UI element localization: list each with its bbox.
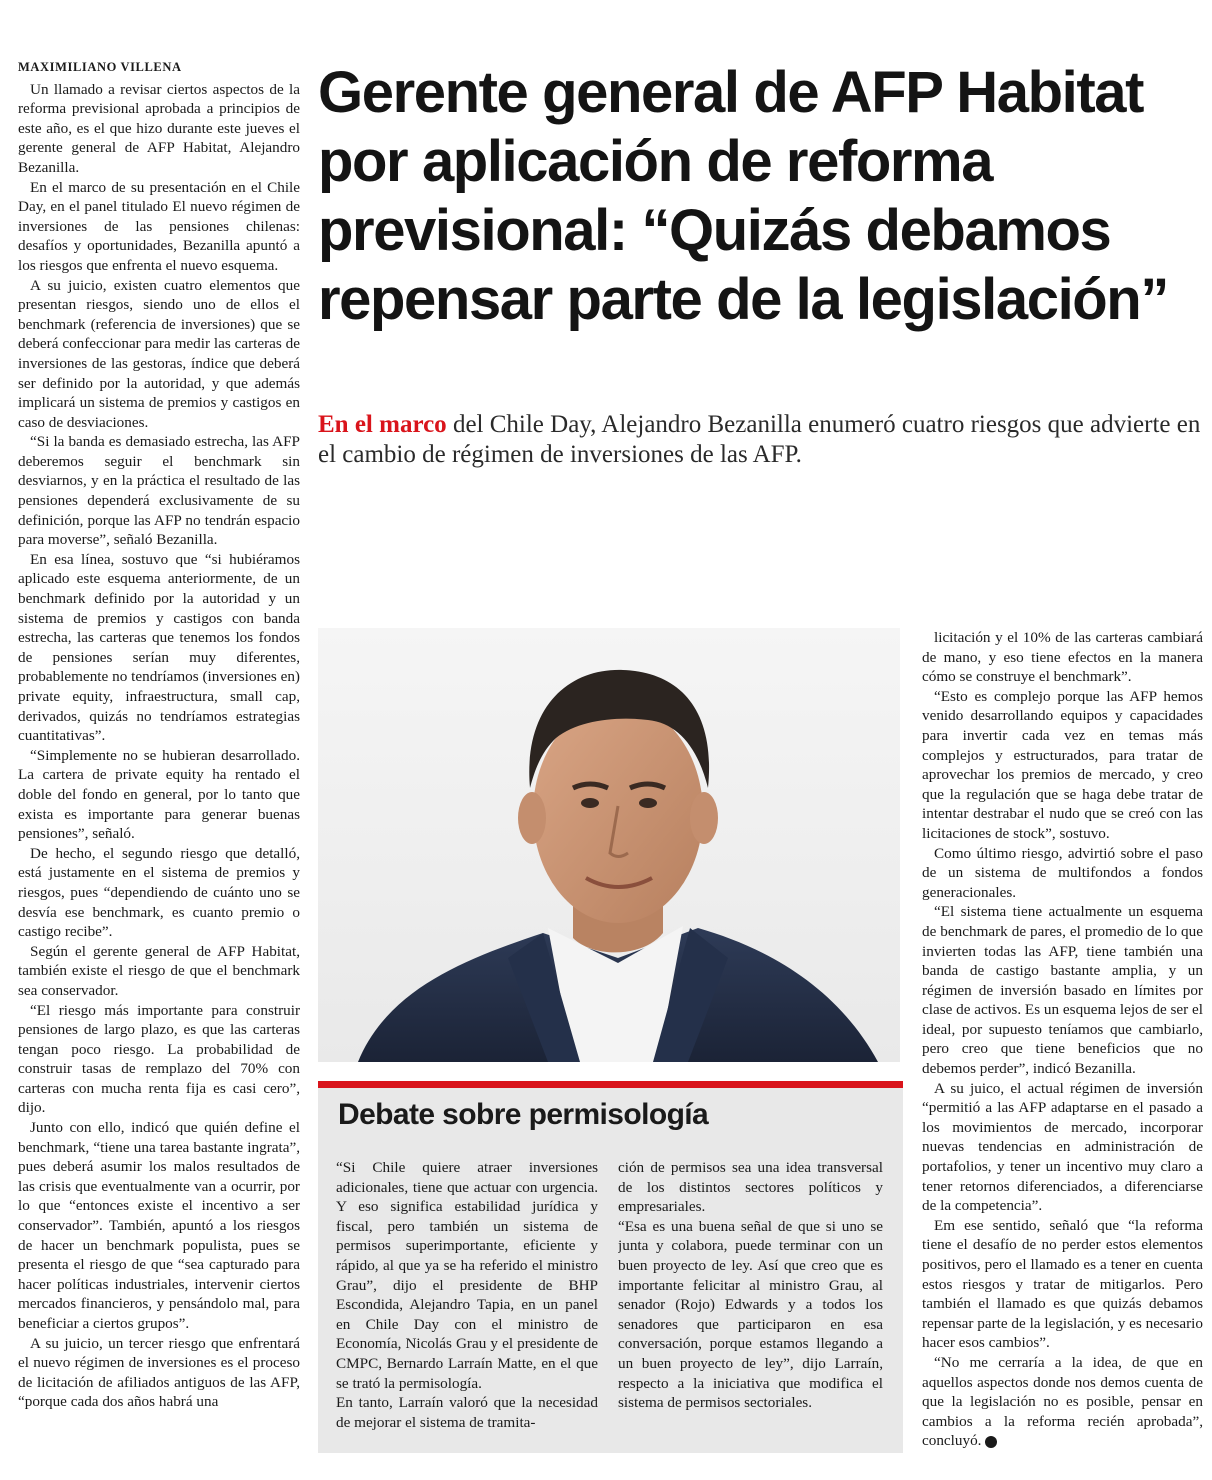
sidebar-accent-bar (318, 1081, 903, 1088)
article-paragraph (922, 1353, 1203, 1451)
article-paragraph: “El riesgo más importante para construir pensiones de largo plazo, es que las carteras tengan poco riesgo. La probabilidad de construir tasas de remplazo del 70% con carteras con mucha renta fija es casi cero”, dijo. (18, 1001, 300, 1117)
article-paragraph: En esa línea, sostuvo que “si hubiéramos aplicado este esquema anteriormente, de un benchmark definido por la autoridad y un sistema de premios y castigos con banda estrecha, las carteras que tenemos los fondos de pensiones serían muy diferentes, probablemente no tendríamos (inversiones en) private equity, infraestructura, small cap, derivados, quizás no tendríamos estrategias cuantitativas”. (18, 550, 300, 745)
byline: MAXIMILIANO VILLENA (18, 60, 182, 74)
article-paragraph: A su juico, el actual régimen de inversión “permitió a las AFP adaptarse en el pasado a los movimientos de mercado, incorporar nuevas tendencias en administración de portafolios, y tener un incentivo muy claro a tener retornos diferenciados, a diferenciarse de la competencia”. (922, 1079, 1203, 1215)
article-paragraph: En el marco de su presentación en el Chile Day, en el panel titulado El nuevo régimen de inversiones de las pensiones chilenas: desafíos y oportunidades, Bezanilla apuntó a los riesgos que enfrenta el nuevo esquema. (18, 178, 300, 274)
article-paragraph: De hecho, el segundo riesgo que detalló, está justamente en el sistema de premios y riesgos, pues “dependiendo de cuánto uno se desvía ese benchmark, es cuanto premio o castigo recibe”. (18, 844, 300, 941)
article-paragraph: “Simplemente no se hubieran desarrollado. La cartera de private equity ha rentado el doble del fondo en general, por lo tanto que exista es importante para generar buenas pensiones”, señaló. (18, 746, 300, 843)
lead-kicker: En el marco (318, 411, 447, 438)
column-left-body (18, 80, 300, 1412)
article-paragraph: A su juicio, existen cuatro elementos que presentan riesgos, siendo uno de ellos el benchmark (referencia de inversiones) que se deberá confeccionar para medir las carteras de inversiones de las gestoras, índice que deberá ser definido por la autoridad, y que además implicará un sistema de premios y castigos en caso de desviaciones. (18, 276, 300, 431)
article-paragraph: A su juicio, un tercer riesgo que enfrentará el nuevo régimen de inversiones es el proceso de licitación de afiliados antiguos de las AFP, “porque cada dos años habrá una (18, 1334, 300, 1411)
article-paragraph: Em ese sentido, señaló que “la reforma tiene el desafío de no perder estos elementos positivos, pero el llamado es a tener en cuenta estos riesgos y tratar de mitigarlos. Pero también el llamado es que quizás debamos repensar parte de la legislación, y es necesario hacer esos cambios”. (922, 1216, 1203, 1352)
sidebar-paragraph: ción de permisos sea una idea transversal de los distintos sectores políticos y empresariales. (618, 1159, 883, 1216)
article-paragraph: “Si la banda es demasiado estrecha, las AFP deberemos seguir el benchmark sin desviarnos, y en la práctica el resultado de las pensiones dependerá exclusivamente de su definición, porque las AFP no tendrán espacio para moverse”, señaló Bezanilla. (18, 433, 300, 549)
end-mark-icon: P (985, 1436, 997, 1448)
sidebar-paragraph: En tanto, Larraín valoró que la necesidad de mejorar el sistema de tramita- (336, 1394, 598, 1431)
sidebar-column-right (618, 1158, 883, 1448)
article-paragraph: “Esto es complejo porque las AFP hemos venido desarrollando equipos y capacidades para invertir cada vez en temas más complejos y estructurados, para tratar de aprovechar los premios de mercado, y creo que la regulación que se haga debe tratar de intentar destrabar el nudo que se creó con las licitaciones de stock”, sostuvo. (922, 687, 1203, 842)
article-paragraph: licitación y el 10% de las carteras cambiará de mano, y eso tiene efectos en la manera cómo se construye el benchmark”. (922, 629, 1203, 686)
portrait-photo (318, 628, 900, 1062)
sidebar-paragraph: “Si Chile quiere atraer inversiones adicionales, tiene que actuar con urgencia. Y eso significa estabilidad jurídica y fiscal, pero también un sistema de permisos superimportante, eficiente y rápido, al que ya se ha referido el ministro Grau”, dijo el presidente de BHP Escondida, Alejandro Tapia, en un panel en Chile Day con el ministro de Economía, Nicolás Grau y el presidente de CMPC, Bernardo Larraín Matte, en el que se trató la permisología. (336, 1159, 598, 1392)
article-paragraph: “El sistema tiene actualmente un esquema de benchmark de pares, el promedio de lo que invierten todas las AFP, tiene también una banda de castigo bastante amplia, y un régimen de inversión basado en límites por clase de activos. Es un esquema lejos de ser el ideal, por supuesto teníamos que cambiarlo, pero creo que tiene beneficios que no debemos perder”, indicó Bezanilla. (922, 903, 1203, 1078)
article-paragraph: Junto con ello, indicó que quién define el benchmark, “tiene una tarea bastante ingrata”, pues deberá asumir los malos resultados de las crisis que eventualmente van a ocurrir, por lo que “entonces existe el incentivo a ser conservador”. También, apuntó a los riesgos de hacer un benchmark populista, pues se presenta el riesgo de que “sea capturado para hacer políticas industriales, intervenir ciertos mercados financieros, y pensándolo mal, para beneficiar a ciertos grupos”. (18, 1119, 300, 1332)
lead-paragraph (318, 410, 1208, 470)
lead-text: del Chile Day, Alejandro Bezanilla enumeró cuatro riesgos que advierte en el cambio de régimen de inversiones de las AFP. (318, 411, 1201, 468)
column-left (18, 58, 300, 1463)
article-paragraph: Como último riesgo, advirtió sobre el paso de un sistema de multifondos a fondos generacionales. (922, 844, 1203, 901)
headline: Gerente general de AFP Habitat por aplicación de reforma previsional: “Quizás debamos repensar parte de la legislación” (318, 60, 1168, 332)
sidebar-column-left (336, 1158, 598, 1448)
sidebar-paragraph: “Esa es una buena señal de que si uno se junta y colabora, puede terminar con un buen proyecto de ley. Así que creo que es importante felicitar al ministro Grau, al senador (Rojo) Edwards y a todos los senadores que participaron en esa conversación, porque estamos llegando a un buen proyecto de ley”, dijo Larraín, respecto a la iniciativa que modifica el sistema de permisos sectoriales. (618, 1217, 883, 1412)
sidebar-box (318, 1088, 903, 1453)
article-paragraph: Un llamado a revisar ciertos aspectos de la reforma previsional aprobada a principios de este año, es el que hizo durante este jueves el gerente general de AFP Habitat, Alejandro Bezanilla. (18, 80, 300, 176)
portrait-illustration (318, 628, 900, 1062)
paragraph-text: “No me cerraría a la idea, de que en aquellos aspectos donde nos demos cuenta de que la legislación no es posible, pensar en cambios a la reforma recién aprobada”, concluyó. (922, 1353, 1203, 1450)
column-right (922, 628, 1203, 1458)
article-paragraph: Según el gerente general de AFP Habitat, también existe el riesgo de que el benchmark sea conservador. (18, 942, 300, 999)
sidebar-title: Debate sobre permisología (338, 1098, 709, 1131)
